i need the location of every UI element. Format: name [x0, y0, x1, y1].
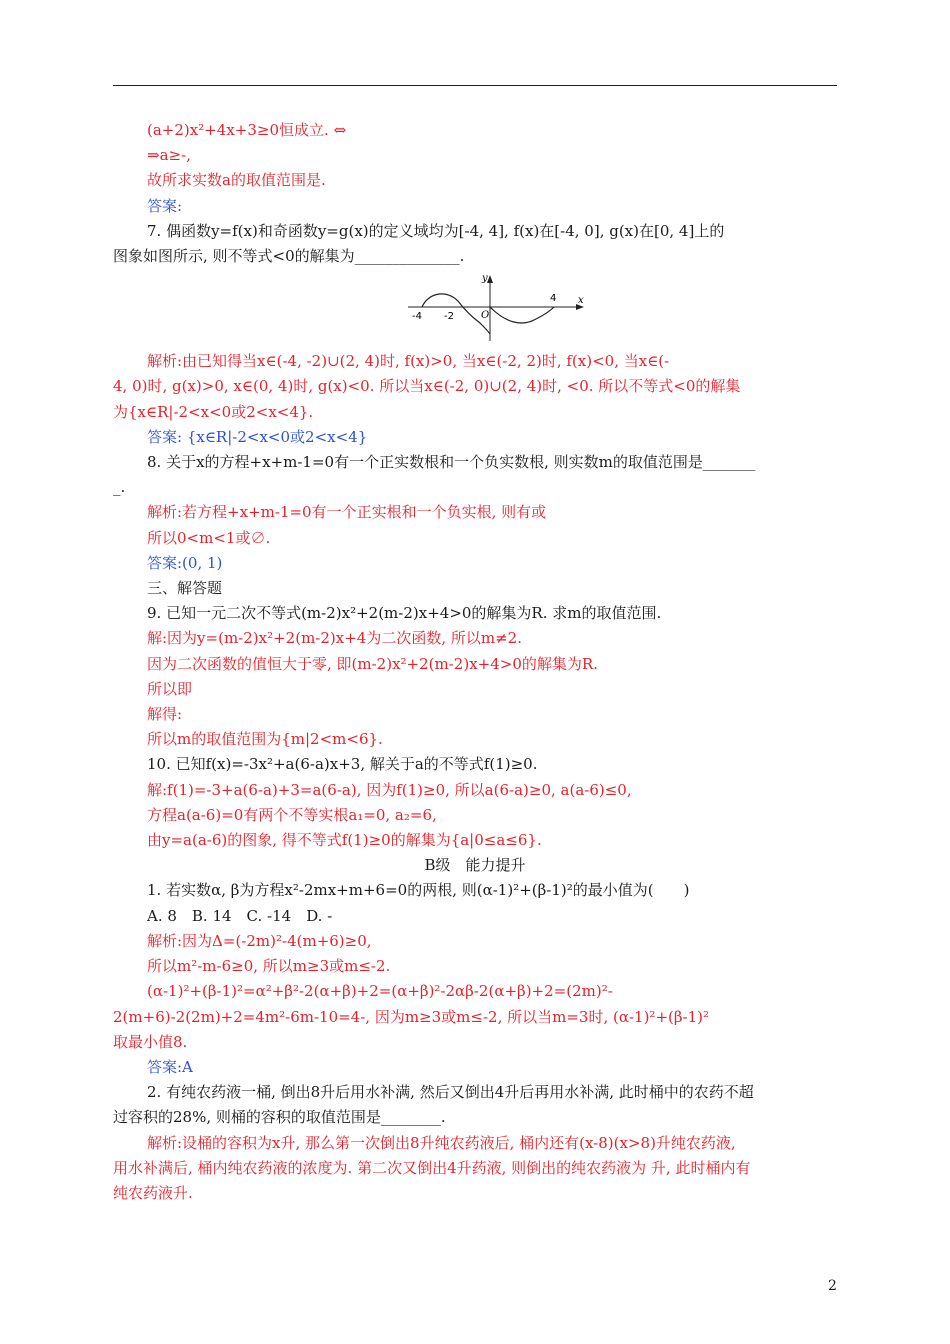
text-line: 因为二次函数的值恒大于零, 即(m-2)x²+2(m-2)x+4>0的解集为R.: [147, 654, 598, 673]
text-line: 解:因为y=(m-2)x²+2(m-2)x+4为二次函数, 所以m≠2.: [147, 629, 522, 648]
text-line: _.: [113, 478, 126, 497]
tick-label: -2: [444, 311, 454, 323]
header-rule: [113, 85, 837, 86]
text-line: 取最小值8.: [113, 1032, 188, 1051]
page-number: 2: [828, 1278, 837, 1294]
text-line: ⇒a≥-,: [147, 146, 191, 165]
text-line: (α-1)²+(β-1)²=α²+β²-2(α+β)+2=(α+β)²-2αβ-2(α+β)+2=(2m)²-: [147, 982, 613, 1001]
text-line: 4, 0)时, g(x)>0, x∈(0, 4)时, g(x)<0. 所以当x∈(-2, 0)∪(2, 4)时, <0. 所以不等式<0的解集: [113, 377, 741, 396]
text-line: 过容积的28%, 则桶的容积的取值范围是________.: [113, 1108, 446, 1127]
y-axis-arrow-icon: [487, 275, 493, 283]
document-body: [113, 118, 837, 1206]
text-line: B级 能力提升: [424, 856, 526, 875]
tick-label: -4: [412, 311, 422, 323]
text-line: 7. 偶函数y=f(x)和奇函数y=g(x)的定义域均为[-4, 4], f(x)在[-4, 0], g(x)在[0, 4]上的: [147, 221, 725, 240]
text-line: 解:f(1)=-3+a(6-a)+3=a(6-a), 因为f(1)≥0, 所以a(6-a)≥0, a(a-6)≤0,: [147, 780, 632, 799]
origin-label: O: [481, 310, 490, 322]
text-line: 答案:(0, 1): [147, 553, 223, 572]
text-line: 解析:由已知得当x∈(-4, -2)∪(2, 4)时, f(x)>0, 当x∈(-2, 2)时, f(x)<0, 当x∈(-: [147, 352, 670, 371]
text-line: A. 8 B. 14 C. -14 D. -: [147, 906, 333, 925]
text-line: 解析:因为Δ=(-2m)²-4(m+6)≥0,: [147, 931, 372, 950]
text-line: 2. 有纯农药液一桶, 倒出8升后用水补满, 然后又倒出4升后再用水补满, 此时桶中的农药不超: [147, 1083, 754, 1102]
text-line: 答案:A: [147, 1057, 193, 1076]
text-line: 解析:若方程+x+m-1=0有一个正实根和一个负实根, 则有或: [147, 503, 547, 522]
text-line: 所以0<m<1或∅.: [147, 528, 271, 547]
text-line: 解得:: [147, 705, 183, 724]
function-graph: [402, 271, 588, 343]
text-line: 解析:设桶的容积为x升, 那么第一次倒出8升纯农药液后, 桶内还有(x-8)(x>8)升纯农药液,: [147, 1133, 736, 1152]
text-line: 方程a(a-6)=0有两个不等实根a₁=0, a₂=6,: [147, 805, 437, 824]
g-curve: [490, 307, 554, 323]
text-line: 图象如图所示, 则不等式<0的解集为______________.: [113, 247, 465, 266]
x-axis-label: x: [578, 295, 584, 307]
f-curve: [422, 294, 490, 334]
text-line: 为{x∈R|-2<x<0或2<x<4}.: [113, 402, 314, 421]
text-line: 9. 已知一元二次不等式(m-2)x²+2(m-2)x+4>0的解集为R. 求m的取值范围.: [147, 604, 662, 623]
text-line: 1. 若实数α, β为方程x²-2mx+m+6=0的两根, 则(α-1)²+(β-1)²的最小值为( ): [147, 881, 690, 900]
tick-label: 4: [550, 293, 557, 305]
text-line: 纯农药液升.: [113, 1183, 193, 1202]
text-line: 所以m的取值范围为{m|2<m<6}.: [147, 730, 383, 749]
text-line: 所以m²-m-6≥0, 所以m≥3或m≤-2.: [147, 957, 391, 976]
text-line: 2(m+6)-2(2m)+2=4m²-6m-10=4-, 因为m≥3或m≤-2, 所以当m=3时, (α-1)²+(β-1)²: [113, 1007, 710, 1026]
text-line: 答案: {x∈R|-2<x<0或2<x<4}: [147, 427, 368, 446]
text-line: 所以即: [147, 679, 193, 698]
text-line: 故所求实数a的取值范围是.: [147, 171, 326, 190]
text-line: 答案:: [147, 196, 183, 215]
text-line: 三、解答题: [147, 579, 223, 598]
text-line: 10. 已知f(x)=-3x²+a(6-a)x+3, 解关于a的不等式f(1)≥0.: [147, 755, 538, 774]
text-line: (a+2)x²+4x+3≥0恒成立. ⇔: [147, 121, 347, 139]
text-line: 由y=a(a-6)的图象, 得不等式f(1)≥0的解集为{a|0≤a≤6}.: [147, 831, 542, 850]
text-line: 用水补满后, 桶内纯农药液的浓度为. 第二次又倒出4升药液, 则倒出的纯农药液为 升, 此时桶内有: [113, 1158, 751, 1177]
text-line: 8. 关于x的方程+x+m-1=0有一个正实数根和一个负实数根, 则实数m的取值范围是_______: [147, 453, 756, 472]
y-axis-label: y: [482, 273, 488, 285]
